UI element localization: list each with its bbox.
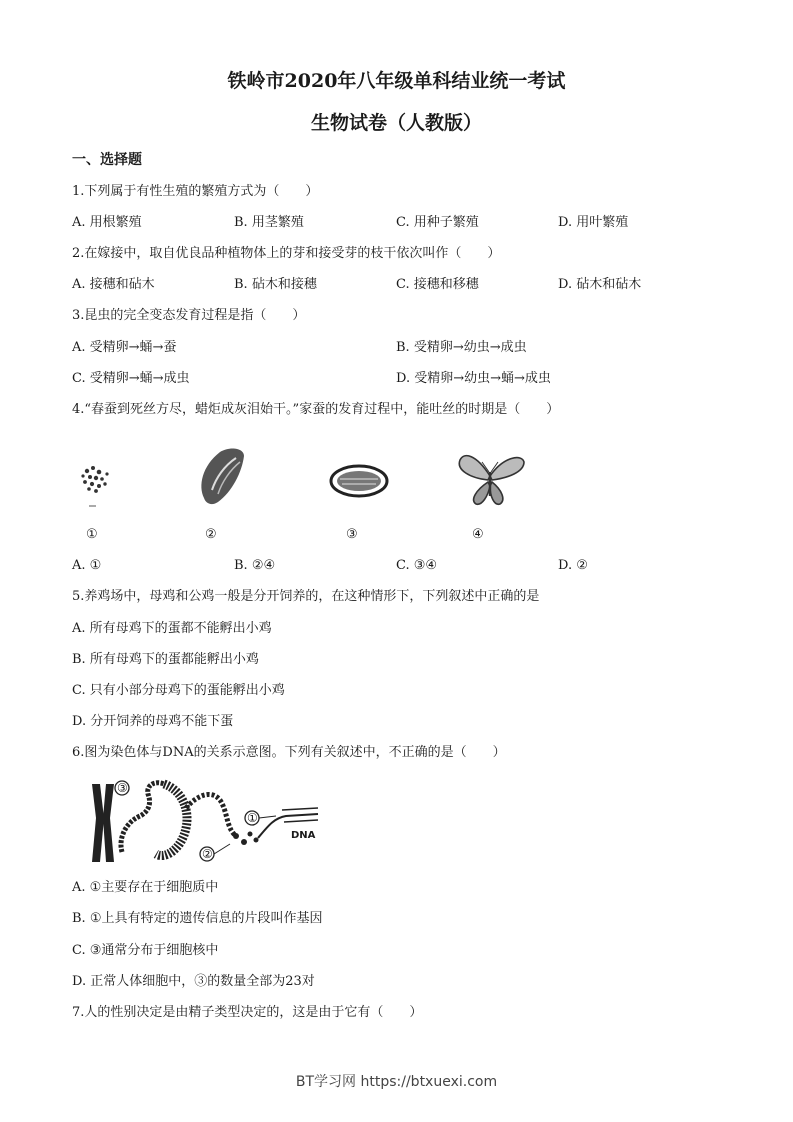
question-3-stem: 3.昆虫的完全变态发育过程是指（ ） [72,308,306,323]
pupa-stage-image [331,466,387,496]
q3-option-c: C. 受精卵→蛹→成虫 [72,371,190,386]
dna-label-1: ① [247,811,258,825]
q1-option-a: A. 用根繁殖 [72,215,142,230]
figure-label-1: ① [86,527,98,542]
q2-option-b: B. 砧木和接穗 [234,277,317,292]
q4-option-c: C. ③④ [396,558,438,573]
q1-option-d: D. 用叶繁殖 [558,215,629,230]
question-7-stem: 7.人的性别决定是由精子类型决定的，这是由于它有（ ） [72,1005,423,1020]
q6-option-c: C. ③通常分布于细胞核中 [72,943,219,958]
q6-option-d: D. 正常人体细胞中，③的数量全部为23对 [72,974,315,989]
question-1-stem: 1.下列属于有性生殖的繁殖方式为（ ） [72,184,319,199]
question-5-stem: 5.养鸡场中，母鸡和公鸡一般是分开饲养的，在这种情形下，下列叙述中正确的是 [72,589,540,604]
larva-stage-image [201,449,244,505]
q5-option-b: B. 所有母鸡下的蛋都能孵出小鸡 [72,652,259,667]
q4-option-d: D. ② [558,558,588,573]
q6-option-b: B. ①上具有特定的遗传信息的片段叫作基因 [72,911,323,926]
silkworm-stages-figure [72,446,532,518]
q5-option-c: C. 只有小部分母鸡下的蛋能孵出小鸡 [72,683,285,698]
q1-option-b: B. 用茎繁殖 [234,215,304,230]
question-2-stem: 2.在嫁接中，取自优良品种植物体上的芽和接受芽的枝干依次叫作（ ） [72,246,501,261]
q5-option-a: A. 所有母鸡下的蛋都不能孵出小鸡 [72,621,272,636]
exam-title: 铁岭市2020年八年级单科结业统一考试 [227,70,566,92]
figure-label-4: ④ [472,527,484,542]
q4-option-b: B. ②④ [234,558,276,573]
q4-option-a: A. ① [72,558,102,573]
q1-option-c: C. 用种子繁殖 [396,215,479,230]
figure-label-2: ② [205,527,217,542]
q5-option-d: D. 分开饲养的母鸡不能下蛋 [72,714,234,729]
moth-stage-image [459,456,524,505]
dna-text-label: DNA [291,830,316,841]
q3-option-a: A. 受精卵→蛹→蚕 [72,340,177,355]
protein-label-2: ② [202,847,213,861]
section-heading: 一、选择题 [72,152,142,168]
egg-stage-image [81,466,108,506]
footer-watermark: BT学习网 https://btxuexi.com [295,1074,498,1090]
q2-option-d: D. 砧木和砧木 [558,277,642,292]
chromosome-label-3: ③ [117,781,128,795]
q2-option-a: A. 接穗和砧木 [72,277,155,292]
question-4-stem: 4.“春蚕到死丝方尽，蜡炬成灰泪始干。”家蚕的发育过程中，能吐丝的时期是（ ） [72,402,560,417]
figure-label-3: ③ [346,527,358,542]
exam-subtitle: 生物试卷（人教版） [310,112,482,134]
q6-option-a: A. ①主要存在于细胞质中 [72,880,219,895]
q3-option-b: B. 受精卵→幼虫→成虫 [396,340,527,355]
question-6-stem: 6.图为染色体与DNA的关系示意图。下列有关叙述中，不正确的是（ ） [72,745,506,760]
q2-option-c: C. 接穗和移穗 [396,277,479,292]
chromosome-image [92,784,114,862]
histone-beads-image [233,832,259,846]
q3-option-d: D. 受精卵→幼虫→蛹→成虫 [396,371,551,386]
